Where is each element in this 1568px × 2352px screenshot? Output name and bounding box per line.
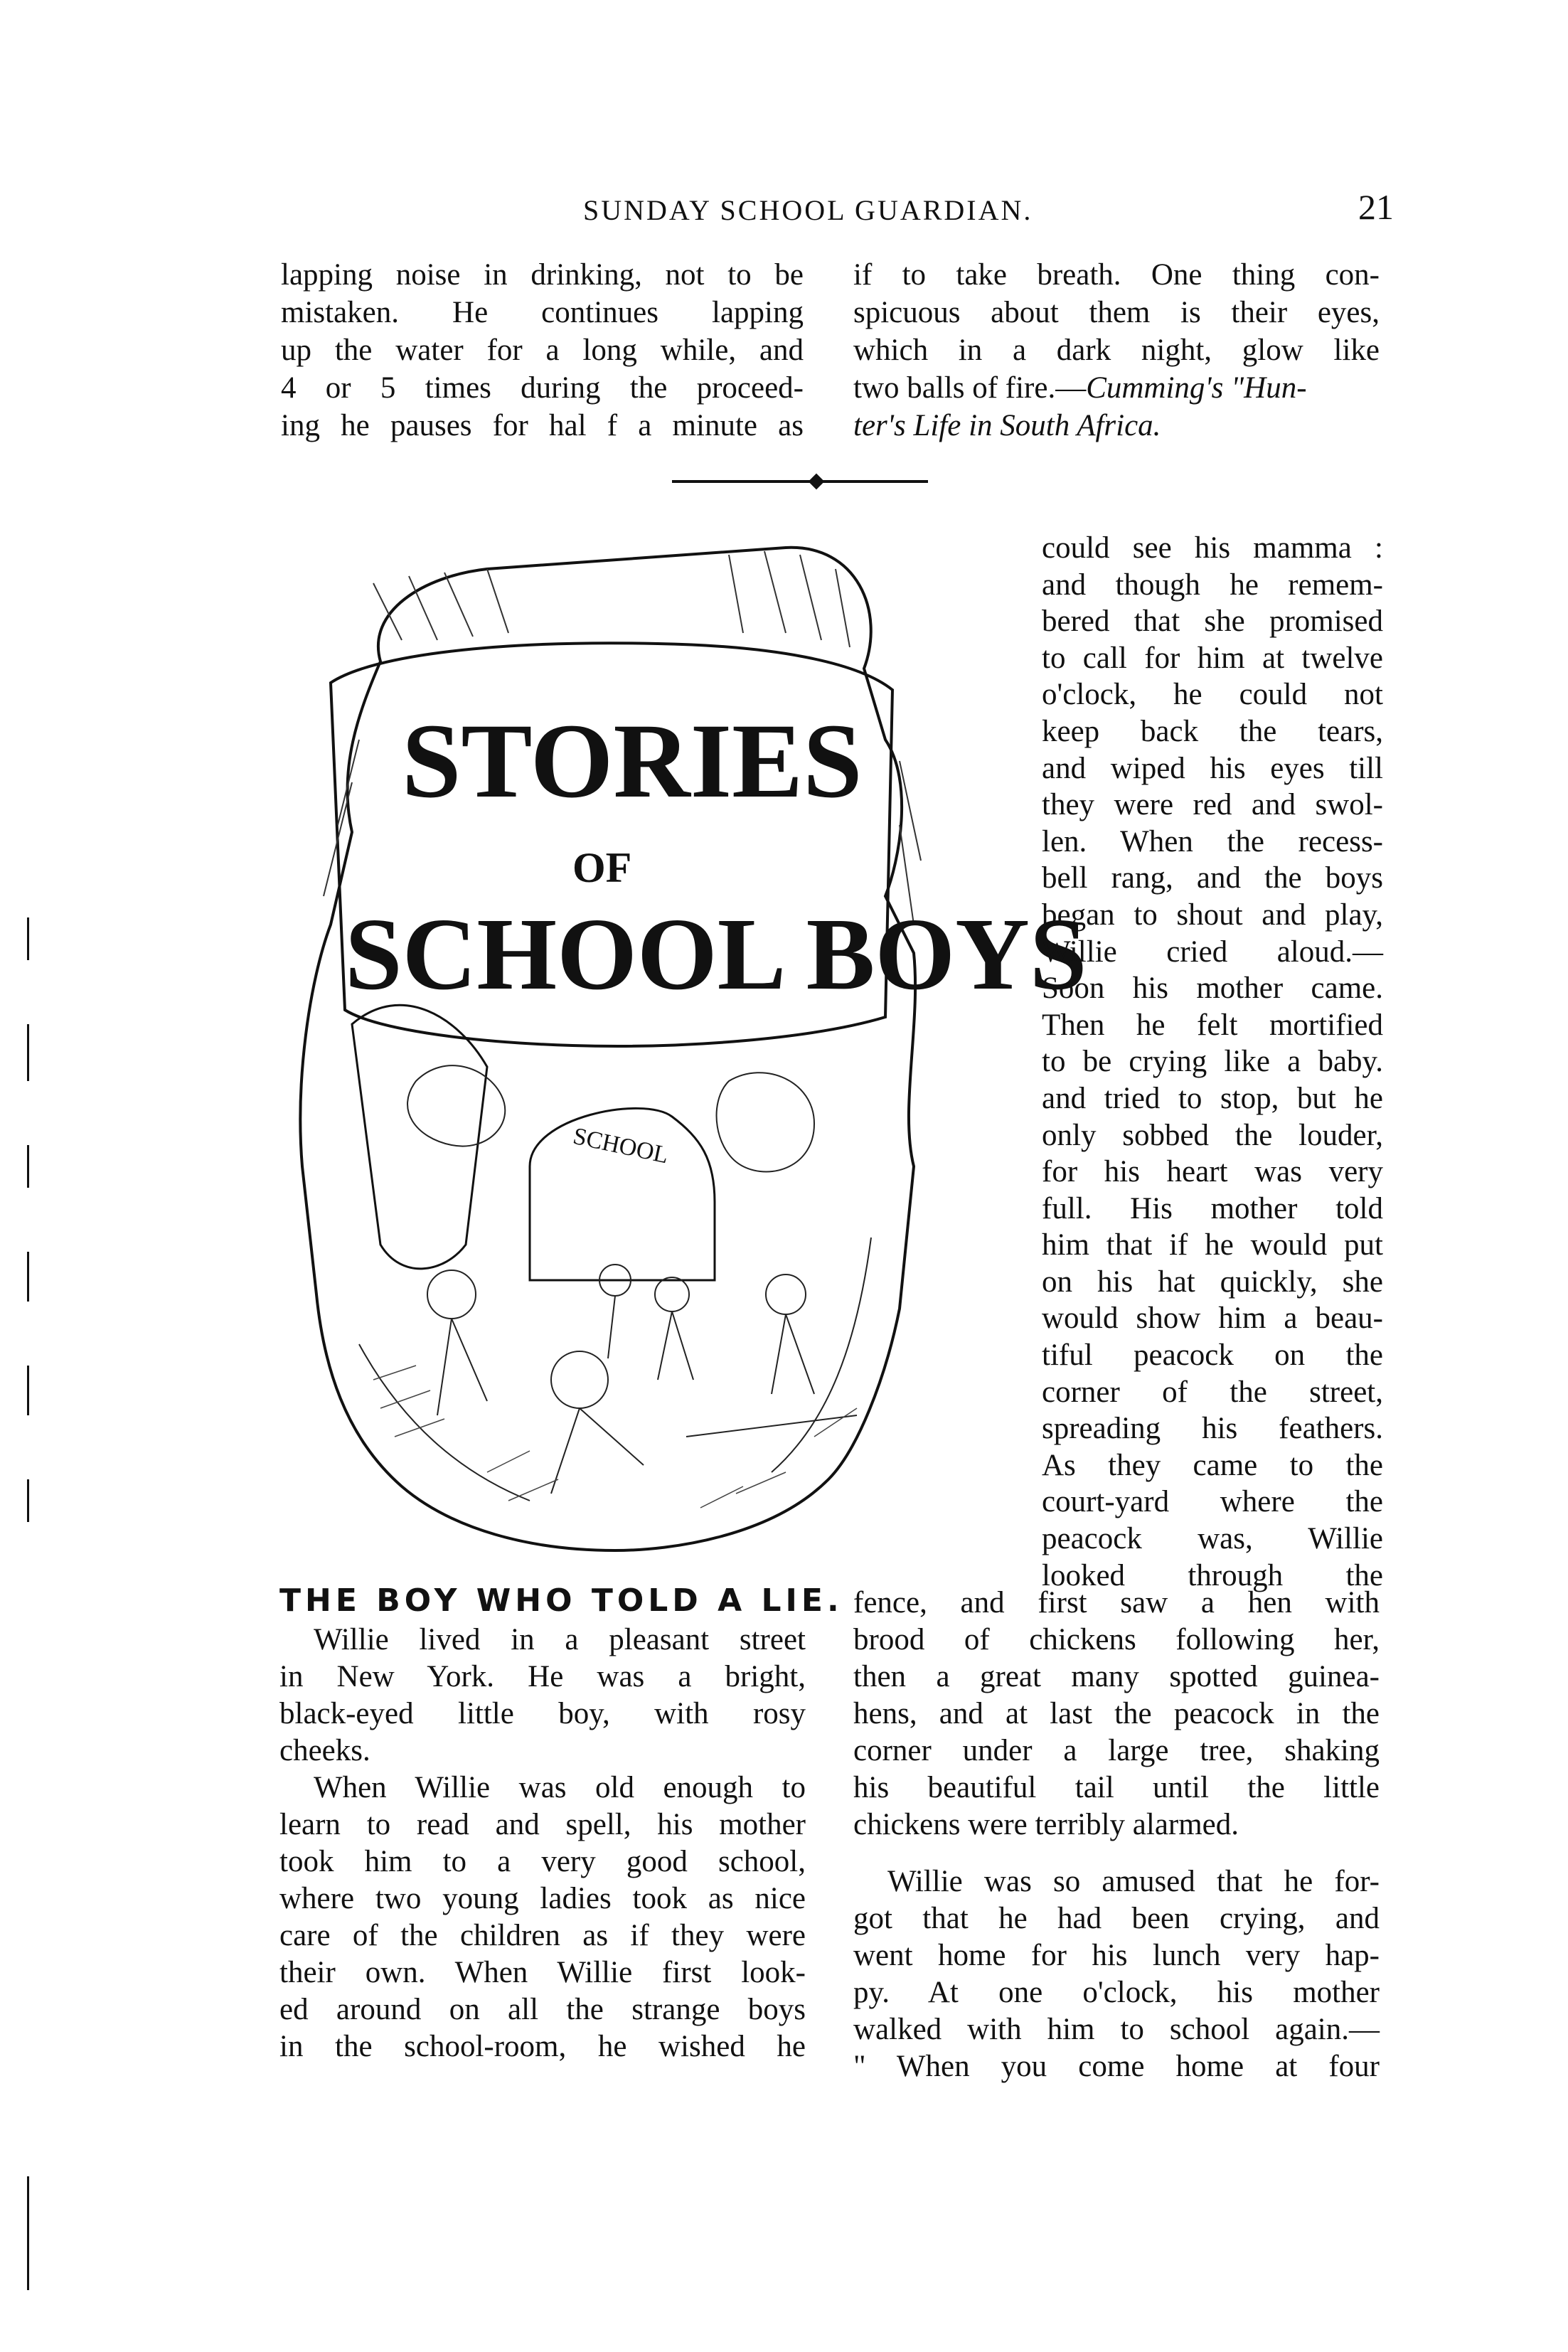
text-line: bered that she promised (1042, 605, 1383, 639)
text-line-with-citation (853, 369, 1380, 407)
text-line: took him to a very good school, (279, 1845, 806, 1878)
paragraph-gap (853, 1843, 1380, 1863)
text-line: black-eyed little boy, with rosy (279, 1697, 806, 1730)
text-line: walked with him to school again.— (853, 2013, 1380, 2046)
margin-mark (27, 1145, 29, 1188)
text-line: care of the children as if they were (279, 1919, 806, 1952)
margin-mark (27, 1252, 29, 1302)
text-line: keep back the tears, (1042, 714, 1383, 748)
text-line: bell rang, and the boys (1042, 861, 1383, 895)
text-line: court-yard where the (1042, 1485, 1383, 1519)
text-line: for his heart was very (1042, 1155, 1383, 1189)
text-line: and tried to stop, but he (1042, 1081, 1383, 1115)
text-line: went home for his lunch very hap- (853, 1939, 1380, 1972)
text-line: only sobbed the louder, (1042, 1118, 1383, 1152)
top-right-column (853, 256, 1380, 445)
text-line: his beautiful tail until the little (853, 1771, 1380, 1804)
text-line: Then he felt mortified (1042, 1008, 1383, 1042)
text-line: then a great many spotted guinea- (853, 1660, 1380, 1693)
citation-author: Cumming's "Hun- (1086, 371, 1307, 405)
text-line: chickens were terribly alarmed. (853, 1808, 1239, 1841)
text-line: " When you come home at four (853, 2050, 1380, 2083)
text-line: began to shout and play, (1042, 898, 1383, 932)
citation-title: ter's Life in South Africa. (853, 409, 1161, 442)
bottom-right-column (853, 1585, 1380, 2085)
margin-mark (27, 1366, 29, 1415)
text-line: ed around on all the strange boys (279, 1993, 806, 2026)
text-line: which in a dark night, glow like (853, 334, 1380, 367)
text-line: up the water for a long while, and (281, 334, 804, 367)
text-line: len. When the recess- (1042, 824, 1383, 858)
text-line: if to take breath. One thing con- (853, 258, 1380, 292)
text-line: corner under a large tree, shaking (853, 1734, 1380, 1767)
text-line: Willie lived in a pleasant street (314, 1623, 806, 1656)
school-sign: SCHOOL (570, 1122, 671, 1169)
text-line: in New York. He was a bright, (279, 1660, 806, 1693)
text-line: brood of chickens following her, (853, 1623, 1380, 1656)
bottom-left-column (279, 1622, 806, 2065)
text-line: their own. When Willie first look- (279, 1956, 806, 1989)
margin-mark (27, 1479, 29, 1522)
top-left-column (281, 256, 804, 445)
illustration-title-school-boys: SCHOOL BOYS (345, 898, 1087, 1011)
text-line: When Willie was old enough to (314, 1771, 806, 1804)
text-line: Soon his mother came. (1042, 972, 1383, 1006)
section-separator (672, 480, 928, 483)
text-line: 4 or 5 times during the proceed- (281, 371, 804, 405)
right-column-beside-illustration (1042, 530, 1383, 1594)
text-line: and though he remem- (1042, 568, 1383, 602)
text-line: got that he had been crying, and (853, 1902, 1380, 1935)
text-line: As they came to the (1042, 1448, 1383, 1482)
margin-mark (27, 2176, 29, 2290)
margin-mark (27, 1024, 29, 1081)
text-line: Willie cried aloud.— (1042, 935, 1383, 969)
separator-ornament (809, 474, 825, 490)
running-head: SUNDAY SCHOOL GUARDIAN. (583, 194, 1033, 226)
text-line: o'clock, he could not (1042, 678, 1383, 712)
text-line: fence, and first saw a hen with (853, 1586, 1380, 1619)
text-line: him that if he would put (1042, 1228, 1383, 1262)
text-line: would show him a beau- (1042, 1302, 1383, 1336)
text-line: on his hat quickly, she (1042, 1265, 1383, 1299)
text-line: full. His mother told (1042, 1191, 1383, 1225)
text-line: where two young ladies took as nice (279, 1882, 806, 1915)
text-line: spicuous about them is their eyes, (853, 296, 1380, 329)
text-line: looked through the (1042, 1558, 1383, 1592)
text-line: spreading his feathers. (1042, 1412, 1383, 1446)
text-line: to be crying like a baby. (1042, 1045, 1383, 1079)
text-line: could see his mamma : (1042, 531, 1383, 565)
illustration-title-stories: STORIES (402, 702, 863, 820)
text-line: peacock was, Willie (1042, 1522, 1383, 1556)
text-fragment: two balls of fire.— (853, 371, 1087, 405)
text-line: hens, and at last the peacock in the (853, 1697, 1380, 1730)
text-line: learn to read and spell, his mother (279, 1808, 806, 1841)
text-line: py. At one o'clock, his mother (853, 1976, 1380, 2009)
text-line: cheeks. (279, 1734, 370, 1767)
text-line: mistaken. He continues lapping (281, 296, 804, 329)
text-line: Willie was so amused that he for- (887, 1865, 1380, 1898)
illustration-title-of: OF (572, 844, 632, 891)
page-number: 21 (1358, 187, 1394, 227)
text-line: they were red and swol- (1042, 788, 1383, 822)
text-line: tiful peacock on the (1042, 1339, 1383, 1373)
text-line: in the school-room, he wished he (279, 2030, 806, 2063)
stories-of-school-boys-illustration (274, 526, 1087, 1565)
story-title: THE BOY WHO TOLD A LIE. (279, 1582, 843, 1619)
text-line: lapping noise in drinking, not to be (281, 258, 804, 292)
text-line: ing he pauses for hal f a minute as (281, 409, 804, 442)
text-line: corner of the street, (1042, 1375, 1383, 1409)
text-line: and wiped his eyes till (1042, 751, 1383, 785)
margin-mark (27, 917, 29, 960)
text-line: to call for him at twelve (1042, 641, 1383, 675)
